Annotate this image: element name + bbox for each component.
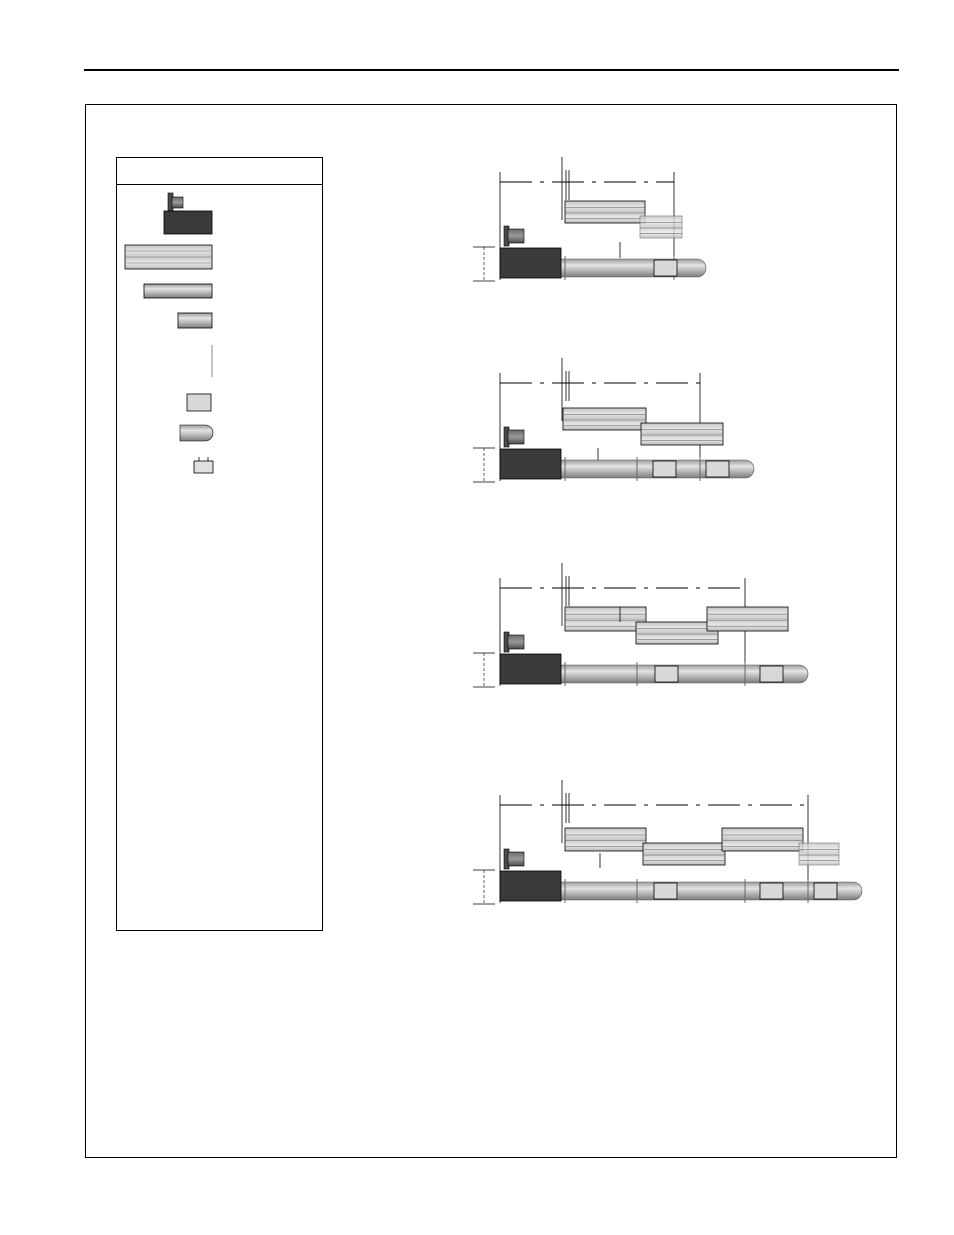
extruded-rail [565,828,646,851]
coupling-block [706,461,729,477]
coupling-block [760,666,783,682]
rail-body [643,843,725,865]
motor-assembly [500,632,561,684]
motor-assembly-icon [164,193,212,234]
rail-body [565,201,645,223]
rail-body [799,843,839,865]
extruded-rail [563,408,646,430]
motor-cap [508,635,524,649]
bracket-clip-icon [194,457,213,473]
diagram-group [473,157,862,904]
legend-icons [125,193,213,473]
assembly-two-sections [473,358,754,482]
rod-segment-short-icon [178,313,212,328]
extruded-rail [641,423,723,445]
coupling-block [653,461,676,477]
rail-body [641,423,723,445]
motor-body [500,654,561,684]
motor-cap [508,430,524,444]
rail-body [565,607,646,631]
motor-cap [508,229,524,243]
rail-body [565,828,646,851]
coupling-block [814,883,837,899]
extruded-rail [636,622,718,644]
coupling-block [655,666,678,682]
extruded-rail [722,828,803,851]
extruded-rail [707,607,788,631]
assembly-one-section [473,157,706,281]
rail-body [636,622,718,644]
motor-assembly [500,849,561,901]
coupling-block [654,260,677,276]
extruded-rail [640,216,682,238]
drive-rod [560,259,706,277]
motor-assembly [500,427,561,479]
assembly-four-sections [473,780,862,904]
rail-body [707,607,788,631]
motor-body [500,248,561,278]
assembly-three-sections [473,563,808,687]
rail-body [563,408,646,430]
rail-body [722,828,803,851]
extruded-rail [643,843,725,865]
rod-end-cap-icon [180,425,213,441]
motor-body [500,449,561,479]
coupling-block-icon [187,394,211,411]
extruded-rail [565,607,646,631]
extruded-rail-icon [125,245,212,269]
extruded-rail [799,843,839,865]
motor-cap [508,852,524,866]
coupling-block [654,883,677,899]
rod-segment-long-icon [144,284,212,298]
motor-assembly [500,226,561,278]
rail-body [640,216,682,238]
coupling-block [760,883,783,899]
extruded-rail [565,201,645,223]
motor-body [500,871,561,901]
